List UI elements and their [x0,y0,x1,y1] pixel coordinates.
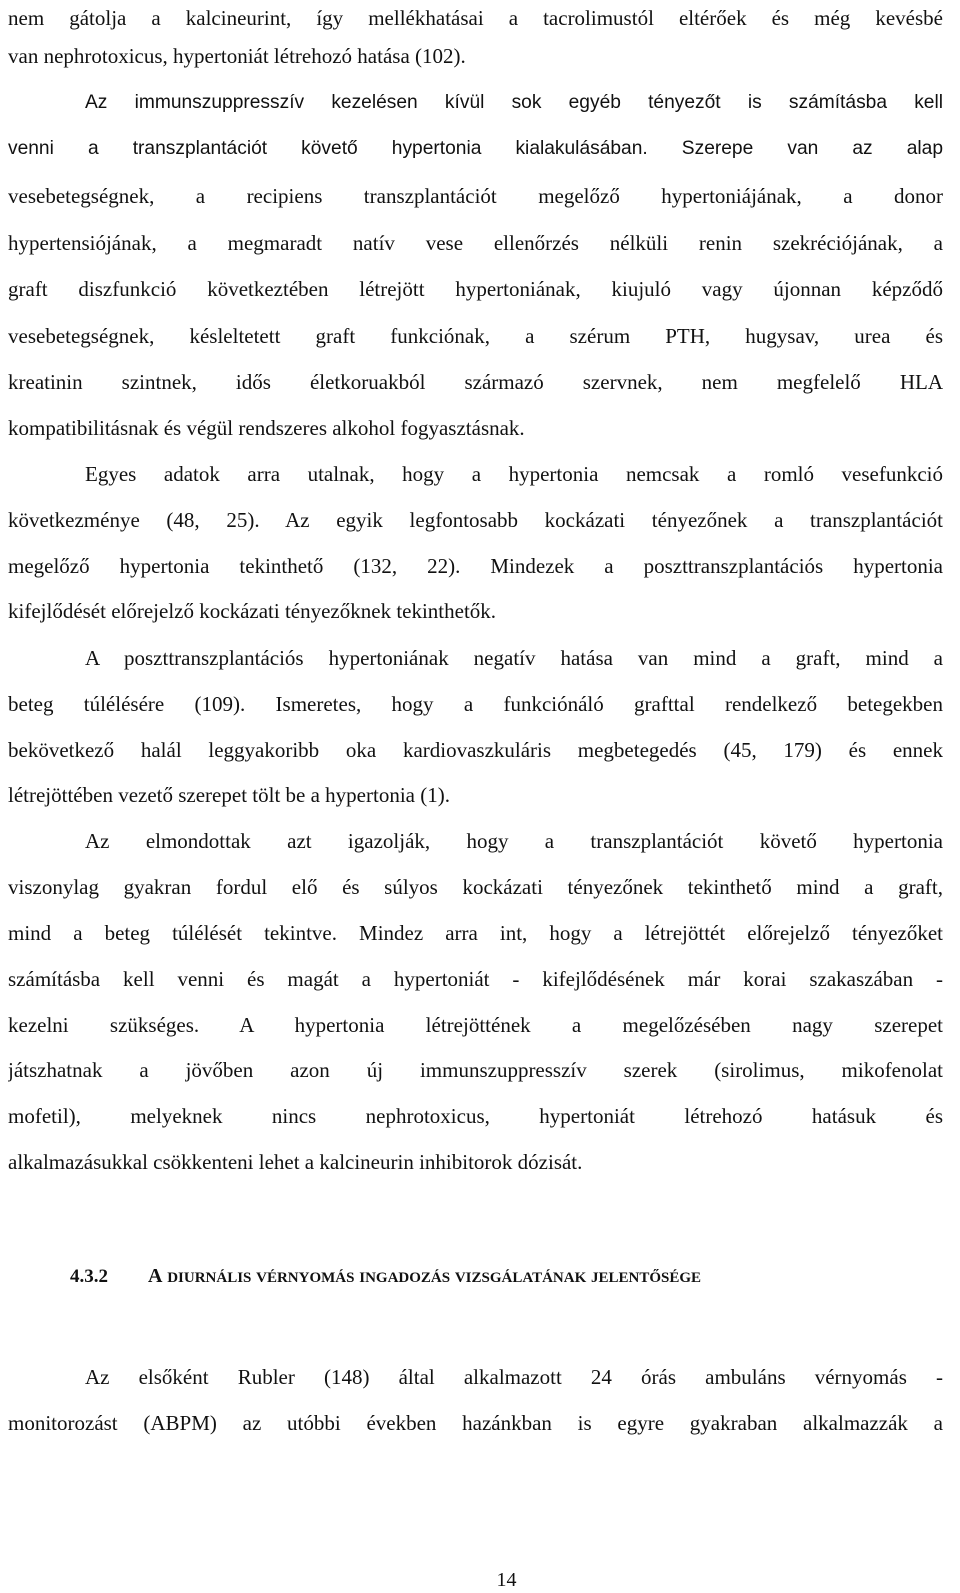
text-line: kezelni szükséges. A hypertonia létrejöttének a megelőzésében nagy szerepet [8,1013,943,1037]
text-line: hypertensiójának, a megmaradt natív vese ellenőrzés nélküli renin szekréciójának, a [8,231,943,255]
text-line: kifejlődését előrejelző kockázati tényezőknek tekinthetők. [8,599,497,623]
text-line: létrejöttében vezető szerepet tölt be a hypertonia (1). [8,783,450,807]
text-line: megelőző hypertonia tekinthető (132, 22). Mindezek a poszttranszplantációs hypertonia [8,554,943,578]
text-line: Az elmondottak azt igazolják, hogy a transzplantációt követő hypertonia [85,829,943,853]
section-title: A DIURNÁLIS VÉRNYOMÁS INGADOZÁS VIZSGÁLATÁNAK JELENTŐSÉGE [148,1265,702,1287]
text-line: vesebetegségnek, a recipiens transzplantációt megelőző hypertoniájának, a donor [8,184,943,208]
text-line: játszhatnak a jövőben azon új immunszuppresszív szerek (sirolimus, mikofenolat [8,1058,943,1082]
page-number: 14 [496,1569,517,1591]
text-line: beteg túlélésére (109). Ismeretes, hogy a funkciónáló grafttal rendelkező betegekben [8,692,943,716]
text-line: Egyes adatok arra utalnak, hogy a hypertonia nemcsak a romló vesefunkció [85,462,943,486]
text-line: mind a beteg túlélését tekintve. Mindez arra int, hogy a létrejöttét előrejelző tényezőket [8,921,943,945]
text-line: venni a transzplantációt követő hypertonia kialakulásában. Szerepe van az alap [8,138,943,159]
text-line: bekövetkező halál leggyakoribb oka kardiovaszkuláris megbetegedés (45, 179) és ennek [8,738,943,762]
section-number: 4.3.2 [70,1266,108,1287]
text-line: alkalmazásukkal csökkenteni lehet a kalcineurin inhibitorok dózisát. [8,1150,583,1174]
text-line: A poszttranszplantációs hypertoniának negatív hatása van mind a graft, mind a [85,646,943,670]
text-line: kreatinin szintnek, idős életkoruakból származó szervnek, nem megfelelő HLA [8,370,943,394]
text-line: számításba kell venni és magát a hypertoniát - kifejlődésének már korai szakaszában - [8,967,943,991]
section-heading [70,1258,701,1294]
text-line: Az elsőként Rubler (148) által alkalmazott 24 órás ambuláns vérnyomás - [85,1365,943,1389]
text-line: Az immunszuppresszív kezelésen kívül sok egyéb tényezőt is számításba kell [85,92,943,113]
text-line: következménye (48, 25). Az egyik legfontosabb kockázati tényezőnek a transzplantációt [8,508,943,532]
text-line: monitorozást (ABPM) az utóbbi években hazánkban is egyre gyakraban alkalmazzák a [8,1411,943,1435]
text-line: graft diszfunkció következtében létrejött hypertoniának, kiujuló vagy újonnan képződő [8,277,943,301]
text-line: van nephrotoxicus, hypertoniát létrehozó hatása (102). [8,44,466,68]
text-line: mofetil), melyeknek nincs nephrotoxicus, hypertoniát létrehozó hatásuk és [8,1104,943,1128]
text-line: vesebetegségnek, késleltetett graft funkciónak, a szérum PTH, hugysav, urea és [8,324,943,348]
text-line: kompatibilitásnak és végül rendszeres alkohol fogyasztásnak. [8,416,525,440]
text-line: nem gátolja a kalcineurint, így mellékhatásai a tacrolimustól eltérőek és még kevésbé [8,6,943,30]
text-line: viszonylag gyakran fordul elő és súlyos kockázati tényezőnek tekinthető mind a graft, [8,875,943,899]
